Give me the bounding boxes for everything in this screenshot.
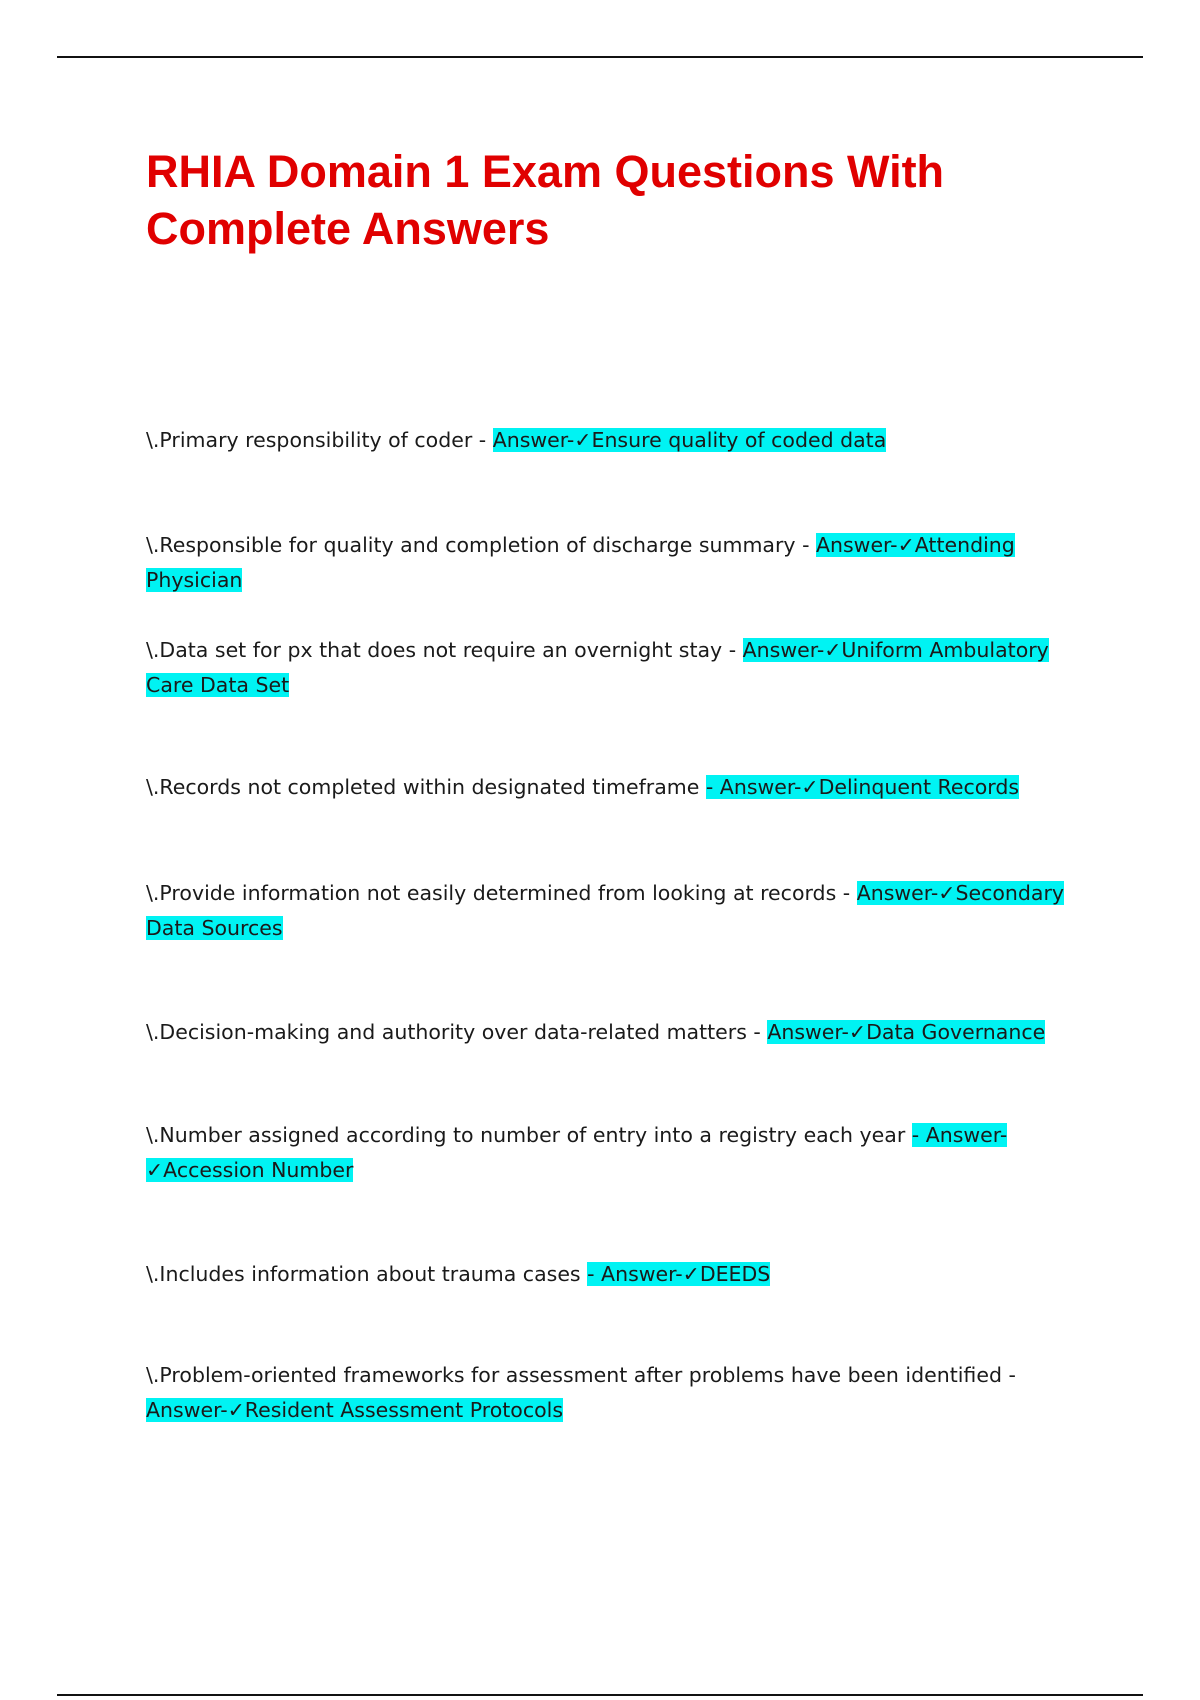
answer-highlight: Answer-✓Data Governance	[767, 1020, 1046, 1044]
answer-highlight: - Answer-✓Accession Number	[146, 1123, 1008, 1182]
question-text: \.Number assigned according to number of entry into a registry each year	[146, 1123, 912, 1147]
question-text: \.Responsible for quality and completion of discharge summary -	[146, 533, 816, 557]
answer-highlight: Answer-✓Ensure quality of coded data	[492, 428, 887, 452]
qa-item-1	[146, 423, 1086, 458]
question-text: \.Decision-making and authority over data-related matters -	[146, 1020, 768, 1044]
question-text: \.Data set for px that does not require an overnight stay -	[146, 638, 743, 662]
question-text: \.Provide information not easily determined from looking at records -	[146, 881, 857, 905]
answer-highlight: Answer-✓Secondary Data Sources	[146, 881, 1065, 940]
qa-item-9	[146, 1358, 1086, 1428]
question-text: \.Records not completed within designated timeframe	[146, 775, 706, 799]
qa-item-7	[146, 1118, 1086, 1188]
answer-highlight: Answer-✓Uniform Ambulatory Care Data Set	[146, 638, 1049, 697]
qa-item-4	[146, 770, 1086, 805]
top-rule	[57, 56, 1143, 58]
question-text: \.Includes information about trauma cases	[146, 1262, 588, 1286]
answer-highlight: Answer-✓Attending Physician	[146, 533, 1015, 592]
qa-item-6	[146, 1015, 1086, 1050]
answer-highlight: - Answer-✓DEEDS	[587, 1262, 771, 1286]
qa-item-3	[146, 633, 1086, 703]
qa-item-5	[146, 876, 1086, 946]
answer-highlight: Answer-✓Resident Assessment Protocols	[146, 1398, 564, 1422]
question-text: \.Problem-oriented frameworks for assessment after problems have been identified -	[146, 1363, 1016, 1387]
qa-item-2	[146, 528, 1086, 598]
bottom-rule	[57, 1694, 1143, 1696]
qa-item-8	[146, 1257, 1086, 1292]
question-text: \.Primary responsibility of coder -	[146, 428, 493, 452]
answer-highlight: - Answer-✓Delinquent Records	[705, 775, 1020, 799]
document-title: RHIA Domain 1 Exam Questions With Complete Answers	[146, 146, 945, 254]
